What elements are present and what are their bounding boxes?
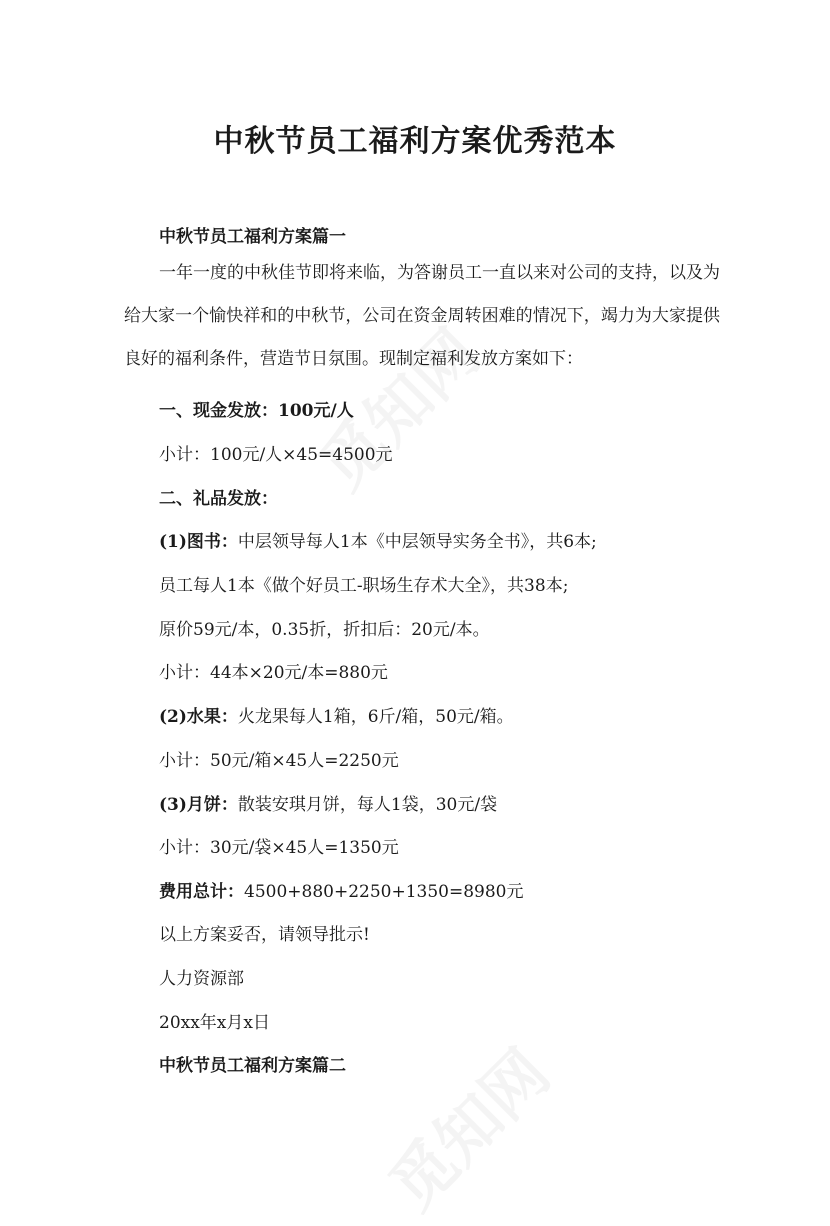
- closing-line: 以上方案妥否，请领导批示!: [159, 925, 370, 945]
- fruit-label: (2)水果：: [159, 707, 238, 727]
- mooncake-item: [159, 790, 497, 815]
- books-line-3: 原价59元/本，0.35折，折扣后：20元/本。: [159, 620, 490, 640]
- cash-subtotal: 小计：100元/人×45=4500元: [159, 445, 393, 465]
- gift-heading: 二、礼品发放：: [159, 489, 278, 509]
- date: 20xx年x月x日: [159, 1013, 270, 1033]
- books-item: [159, 527, 597, 552]
- books-subtotal: 小计：44本×20元/本=880元: [159, 663, 388, 683]
- cash-heading: 一、现金发放：100元/人: [159, 401, 354, 421]
- intro-paragraph: 一年一度的中秋佳节即将来临，为答谢员工一直以来对公司的支持，以及为给大家一个愉快祥和的中秋节，公司在资金周转困难的情况下，竭力为大家提供良好的福利条件，营造节日氛围。现制定福利发放方案如下：: [124, 263, 720, 369]
- fruit-text: 火龙果每人1箱，6斤/箱，50元/箱。: [237, 707, 514, 727]
- mooncake-subtotal: 小计：30元/袋×45人=1350元: [159, 838, 399, 858]
- document-title: 中秋节员工福利方案优秀范本: [213, 124, 617, 159]
- section-heading: 中秋节员工福利方案篇二: [159, 1056, 346, 1076]
- watermark: [366, 1026, 567, 1226]
- fruit-subtotal: 小计：50元/箱×45人=2250元: [159, 751, 399, 771]
- mooncake-text: 散装安琪月饼，每人1袋，30元/袋: [237, 795, 498, 815]
- total-label: 费用总计：: [159, 882, 244, 902]
- department: 人力资源部: [159, 969, 244, 989]
- section-heading: 中秋节员工福利方案篇一: [159, 227, 346, 247]
- books-text: 中层领导每人1本《中层领导实务全书》，共6本;: [237, 532, 597, 552]
- books-line-2: 员工每人1本《做个好员工-职场生存术大全》，共38本;: [159, 576, 569, 596]
- books-label: (1)图书：: [159, 532, 238, 552]
- total-cost: [159, 877, 523, 902]
- total-text: 4500+880+2250+1350=8980元: [244, 882, 524, 902]
- mooncake-label: (3)月饼：: [159, 795, 238, 815]
- fruit-item: [159, 702, 514, 727]
